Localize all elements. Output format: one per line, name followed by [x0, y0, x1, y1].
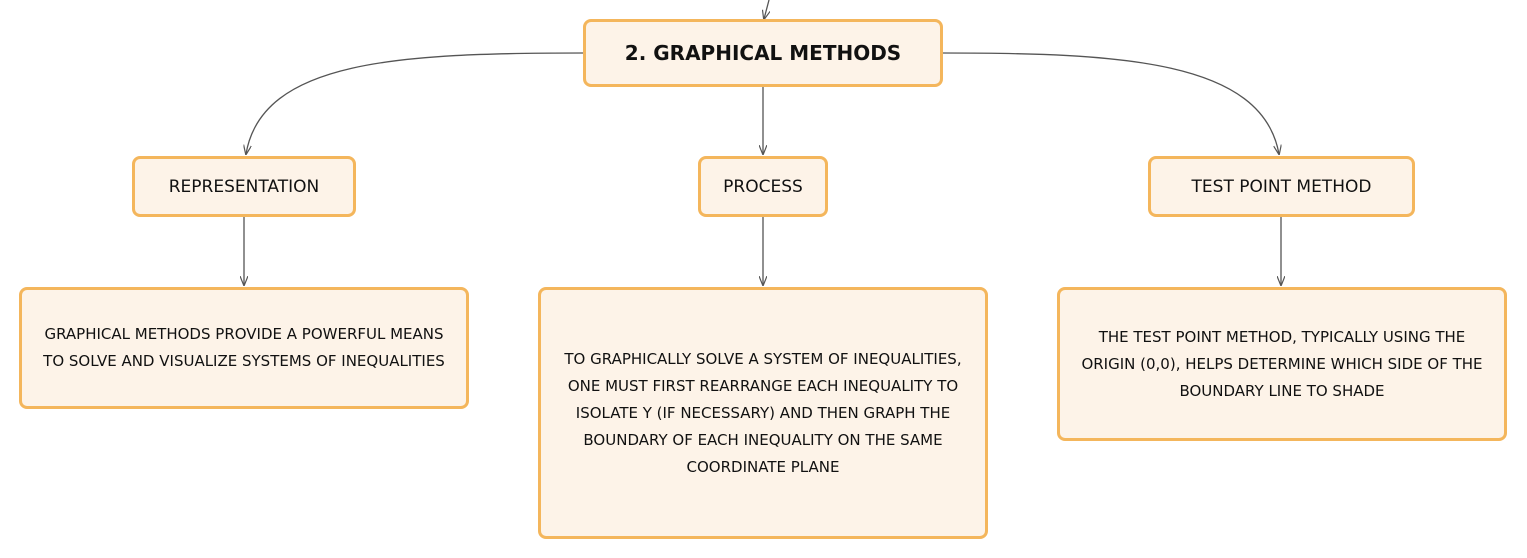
test-point-method-detail-text: THE TEST POINT METHOD, TYPICALLY USING THE ORIGIN (0,0), HELPS DETERMINE WHICH SIDE OF THE BOUNDARY LINE TO SHADE [1081, 327, 1483, 400]
process-node-label: PROCESS [723, 176, 803, 197]
test-point-method-detail-node[interactable] [1057, 287, 1507, 441]
representation-detail-node[interactable] [19, 287, 469, 409]
test-point-method-node-label: TEST POINT METHOD [1191, 176, 1372, 197]
connector-root-to-representation [246, 53, 583, 154]
connector-root-to-test-point [943, 53, 1279, 154]
process-node[interactable] [698, 156, 828, 217]
representation-detail-text: GRAPHICAL METHODS PROVIDE A POWERFUL MEANS TO SOLVE AND VISUALIZE SYSTEMS OF INEQUALITIES [43, 325, 445, 370]
representation-node[interactable] [132, 156, 356, 217]
test-point-method-node[interactable] [1148, 156, 1415, 217]
root-node-label: 2. GRAPHICAL METHODS [624, 41, 902, 65]
root-node[interactable] [583, 19, 943, 87]
incoming-connector [764, 0, 769, 19]
process-detail-text: TO GRAPHICALLY SOLVE A SYSTEM OF INEQUALITIES, ONE MUST FIRST REARRANGE EACH INEQUALITY TO ISOLATE Y (IF NECESSARY) AND THEN GRAPH THE BOUNDARY OF EACH INEQUALITY ON THE SAME COORDINATE PLANE [564, 349, 962, 476]
representation-node-label: REPRESENTATION [168, 176, 320, 197]
process-detail-node[interactable] [538, 287, 988, 539]
